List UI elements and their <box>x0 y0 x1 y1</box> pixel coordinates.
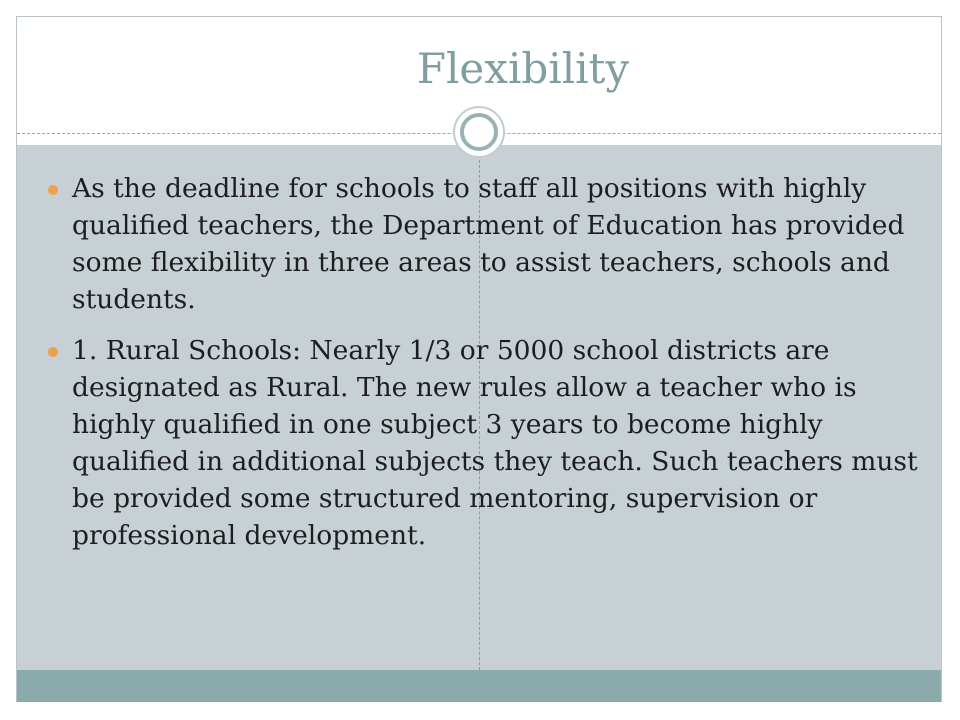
bottom-band <box>17 670 941 702</box>
bullet-dot-icon <box>48 185 58 195</box>
bullet-text: As the deadline for schools to staff all positions with highly qualified teachers, the Department of Education has provided some flexibility in three areas to assist teachers, schools and students. <box>72 173 905 315</box>
bullet-item <box>48 170 928 318</box>
circle-ornament-inner-icon <box>460 113 498 151</box>
bullet-list <box>48 170 928 568</box>
bullet-dot-icon <box>48 347 58 357</box>
slide-title: Flexibility <box>416 44 630 93</box>
bullet-text: 1. Rural Schools: Nearly 1/3 or 5000 school districts are designated as Rural. The new rules allow a teacher who is highly qualified in one subject 3 years to become highly qualified in additional subjects they teach. Such teachers must be provided some structured mentoring, supervision or professional development. <box>72 335 918 551</box>
bullet-item <box>48 332 928 554</box>
